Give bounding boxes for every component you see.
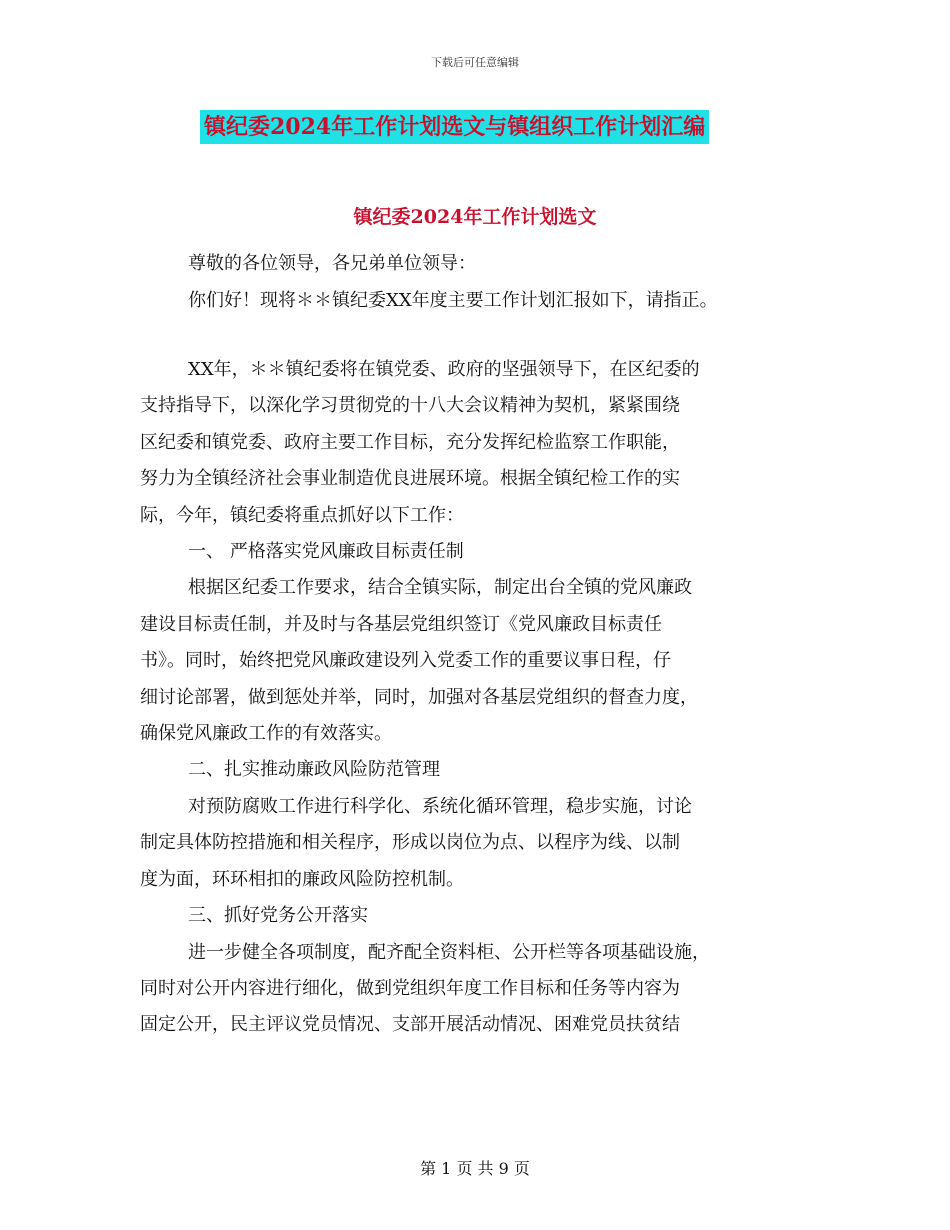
- section-heading-3: 三、抓好党务公开落实: [188, 905, 368, 927]
- text-line: 尊敬的各位领导，各兄弟单位领导：: [188, 253, 476, 274]
- text-line: 际，今年，镇纪委将重点抓好以下工作：: [140, 504, 464, 526]
- section-title: 镇纪委2024年工作计划选文: [353, 206, 597, 228]
- salutation-paragraph: [140, 246, 820, 282]
- body-text: [140, 352, 820, 1044]
- text-line: 对预防腐败工作进行科学化、系统化循环管理，稳步实施，讨论: [188, 795, 692, 817]
- page-header-note: 下载后可任意编辑: [431, 56, 519, 69]
- text-line: 根据区纪委工作要求，结合全镇实际，制定出台全镇的党风廉政: [188, 577, 692, 599]
- text-line: XX年，＊＊镇纪委将在镇党委、政府的坚强领导下，在区纪委的: [188, 359, 700, 380]
- text-line: 区纪委和镇党委、政府主要工作目标，充分发挥纪检监察工作职能，: [140, 431, 680, 453]
- text-line: 确保党风廉政工作的有效落实。: [140, 723, 392, 745]
- text-line: 制定具体防控措施和相关程序，形成以岗位为点、以程序为线、以制: [140, 832, 680, 854]
- section-heading-1: 一、 严格落实党风廉政目标责任制: [188, 541, 464, 563]
- text-line: 努力为全镇经济社会事业制造优良进展环境。根据全镇纪检工作的实: [140, 468, 680, 490]
- greeting-paragraph: [140, 283, 820, 319]
- page-footer: 第 1 页 共 9 页: [420, 1159, 530, 1178]
- text-line: 细讨论部署，做到惩处并举，同时，加强对各基层党组织的督查力度，: [140, 686, 698, 708]
- text-line: 进一步健全各项制度，配齐配全资料柜、公开栏等各项基础设施，: [188, 941, 710, 963]
- text-line: 度为面，环环相扣的廉政风险防控机制。: [140, 868, 464, 890]
- text-line: 同时对公开内容进行细化，做到党组织年度工作目标和任务等内容为: [140, 977, 680, 999]
- text-line: 建设目标责任制，并及时与各基层党组织签订《党风廉政目标责任: [140, 613, 662, 635]
- text-line: 书》。同时，始终把党风廉政建设列入党委工作的重要议事日程，仔: [140, 650, 671, 672]
- section-heading-2: 二、扎实推动廉政风险防范管理: [188, 759, 440, 781]
- text-line: 你们好！现将＊＊镇纪委XX年度主要工作计划汇报如下，请指正。: [188, 290, 718, 311]
- text-line: 固定公开，民主评议党员情况、支部开展活动情况、困难党员扶贫结: [140, 1014, 680, 1036]
- document-title: 镇纪委2024年工作计划选文与镇组织工作计划汇编: [200, 110, 709, 144]
- text-line: 支持指导下，以深化学习贯彻党的十八大会议精神为契机，紧紧围绕: [140, 395, 680, 417]
